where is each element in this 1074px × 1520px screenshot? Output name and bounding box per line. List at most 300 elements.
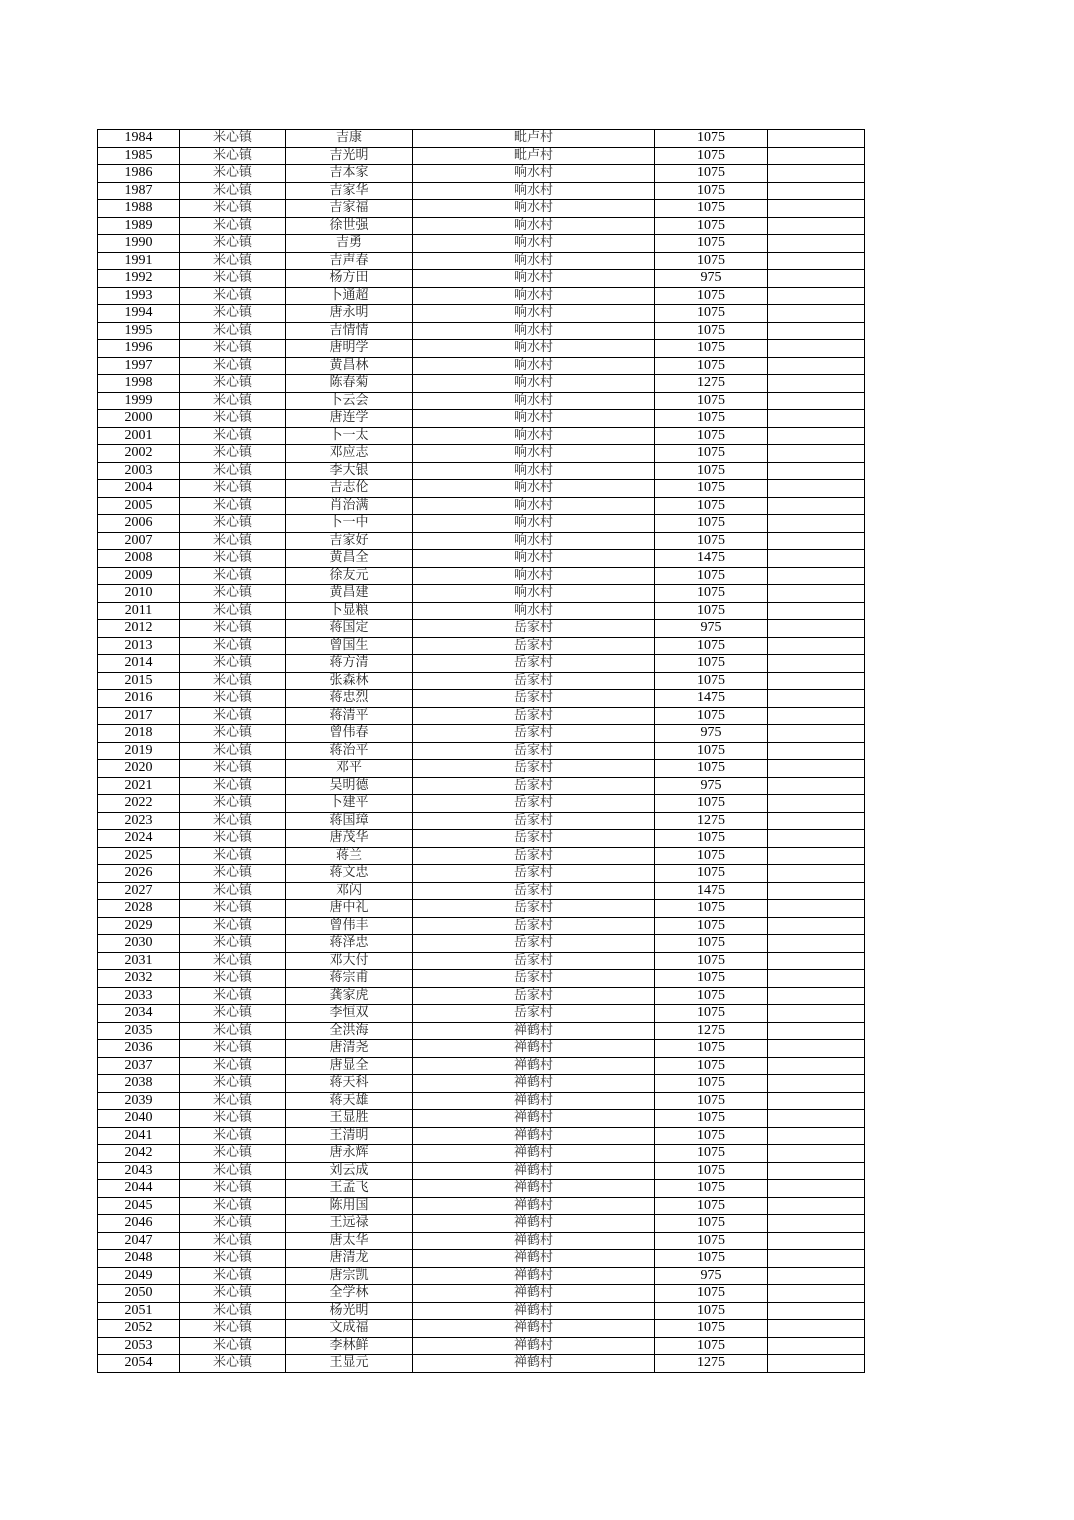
name-cell: 龚家虎 [286,987,413,1005]
village-cell: 岳家村 [413,690,655,708]
town-cell: 米心镇 [180,672,286,690]
row-number-cell: 2012 [98,620,180,638]
town-cell: 米心镇 [180,1337,286,1355]
row-number-cell: 2052 [98,1320,180,1338]
table-row [98,235,865,253]
town-cell: 米心镇 [180,1285,286,1303]
remark-cell [768,427,865,445]
amount-cell: 975 [655,1267,768,1285]
town-cell: 米心镇 [180,375,286,393]
village-cell: 禅鹤村 [413,1180,655,1198]
name-cell: 蒋宗甫 [286,970,413,988]
village-cell: 响水村 [413,480,655,498]
row-number-cell: 2045 [98,1197,180,1215]
remark-cell [768,970,865,988]
village-cell: 岳家村 [413,900,655,918]
amount-cell: 1075 [655,217,768,235]
amount-cell: 1075 [655,795,768,813]
amount-cell: 1075 [655,1302,768,1320]
village-cell: 响水村 [413,322,655,340]
remark-cell [768,497,865,515]
town-cell: 米心镇 [180,795,286,813]
name-cell: 徐友元 [286,567,413,585]
table-row [98,777,865,795]
name-cell: 王清明 [286,1127,413,1145]
row-number-cell: 2006 [98,515,180,533]
remark-cell [768,270,865,288]
village-cell: 禅鹤村 [413,1197,655,1215]
village-cell: 禅鹤村 [413,1285,655,1303]
name-cell: 黄昌建 [286,585,413,603]
row-number-cell: 2053 [98,1337,180,1355]
row-number-cell: 2023 [98,812,180,830]
village-cell: 响水村 [413,287,655,305]
name-cell: 杨方田 [286,270,413,288]
town-cell: 米心镇 [180,1355,286,1373]
name-cell: 李大银 [286,462,413,480]
row-number-cell: 2000 [98,410,180,428]
table-row [98,392,865,410]
remark-cell [768,147,865,165]
village-cell: 响水村 [413,515,655,533]
remark-cell [768,882,865,900]
name-cell: 唐永明 [286,305,413,323]
town-cell: 米心镇 [180,1250,286,1268]
name-cell: 唐永辉 [286,1145,413,1163]
village-cell: 岳家村 [413,917,655,935]
amount-cell: 975 [655,777,768,795]
remark-cell [768,340,865,358]
table-row [98,287,865,305]
village-cell: 禅鹤村 [413,1215,655,1233]
amount-cell: 1275 [655,812,768,830]
row-number-cell: 2017 [98,707,180,725]
name-cell: 李林鲜 [286,1337,413,1355]
table-row [98,1355,865,1373]
row-number-cell: 2026 [98,865,180,883]
row-number-cell: 2042 [98,1145,180,1163]
remark-cell [768,1110,865,1128]
village-cell: 岳家村 [413,847,655,865]
amount-cell: 1075 [655,165,768,183]
row-number-cell: 2020 [98,760,180,778]
town-cell: 米心镇 [180,305,286,323]
village-cell: 响水村 [413,550,655,568]
name-cell: 黄昌全 [286,550,413,568]
name-cell: 邓大付 [286,952,413,970]
village-cell: 响水村 [413,585,655,603]
town-cell: 米心镇 [180,1145,286,1163]
table-row [98,620,865,638]
village-cell: 响水村 [413,532,655,550]
row-number-cell: 2009 [98,567,180,585]
name-cell: 刘云成 [286,1162,413,1180]
town-cell: 米心镇 [180,900,286,918]
town-cell: 米心镇 [180,1127,286,1145]
town-cell: 米心镇 [180,935,286,953]
remark-cell [768,725,865,743]
village-cell: 禅鹤村 [413,1337,655,1355]
amount-cell: 1075 [655,1162,768,1180]
town-cell: 米心镇 [180,987,286,1005]
town-cell: 米心镇 [180,847,286,865]
table-row [98,305,865,323]
table-row [98,655,865,673]
name-cell: 吉声春 [286,252,413,270]
town-cell: 米心镇 [180,287,286,305]
name-cell: 邓闪 [286,882,413,900]
remark-cell [768,1180,865,1198]
town-cell: 米心镇 [180,970,286,988]
town-cell: 米心镇 [180,760,286,778]
table-row [98,1057,865,1075]
village-cell: 禅鹤村 [413,1250,655,1268]
village-cell: 响水村 [413,165,655,183]
remark-cell [768,1127,865,1145]
amount-cell: 1075 [655,322,768,340]
table-row [98,1337,865,1355]
table-row [98,550,865,568]
town-cell: 米心镇 [180,182,286,200]
amount-cell: 1075 [655,305,768,323]
remark-cell [768,462,865,480]
table-row [98,1197,865,1215]
remark-cell [768,847,865,865]
row-number-cell: 1991 [98,252,180,270]
remark-cell [768,392,865,410]
remark-cell [768,1320,865,1338]
town-cell: 米心镇 [180,585,286,603]
village-cell: 响水村 [413,305,655,323]
name-cell: 卜通超 [286,287,413,305]
row-number-cell: 1985 [98,147,180,165]
village-cell: 禅鹤村 [413,1057,655,1075]
row-number-cell: 2033 [98,987,180,1005]
row-number-cell: 2014 [98,655,180,673]
town-cell: 米心镇 [180,392,286,410]
name-cell: 唐宗凯 [286,1267,413,1285]
town-cell: 米心镇 [180,1022,286,1040]
town-cell: 米心镇 [180,1075,286,1093]
table-row [98,252,865,270]
row-number-cell: 2048 [98,1250,180,1268]
remark-cell [768,1162,865,1180]
town-cell: 米心镇 [180,1005,286,1023]
village-cell: 响水村 [413,445,655,463]
table-row [98,340,865,358]
amount-cell: 1275 [655,1355,768,1373]
name-cell: 李恒双 [286,1005,413,1023]
amount-cell: 1075 [655,427,768,445]
table-row [98,532,865,550]
data-table [97,129,865,1373]
town-cell: 米心镇 [180,1320,286,1338]
table-row [98,585,865,603]
village-cell: 禅鹤村 [413,1092,655,1110]
town-cell: 米心镇 [180,200,286,218]
village-cell: 响水村 [413,602,655,620]
town-cell: 米心镇 [180,1092,286,1110]
table-row [98,1162,865,1180]
remark-cell [768,1092,865,1110]
name-cell: 唐清尧 [286,1040,413,1058]
name-cell: 吴明德 [286,777,413,795]
table-row [98,1040,865,1058]
name-cell: 卜建平 [286,795,413,813]
row-number-cell: 2008 [98,550,180,568]
name-cell: 王孟飞 [286,1180,413,1198]
row-number-cell: 2013 [98,637,180,655]
name-cell: 张森林 [286,672,413,690]
remark-cell [768,480,865,498]
remark-cell [768,707,865,725]
name-cell: 吉情情 [286,322,413,340]
village-cell: 禅鹤村 [413,1110,655,1128]
table-row [98,480,865,498]
row-number-cell: 2051 [98,1302,180,1320]
town-cell: 米心镇 [180,1302,286,1320]
remark-cell [768,287,865,305]
table-row [98,1110,865,1128]
village-cell: 岳家村 [413,812,655,830]
amount-cell: 1075 [655,637,768,655]
name-cell: 肖治满 [286,497,413,515]
village-cell: 岳家村 [413,935,655,953]
town-cell: 米心镇 [180,1180,286,1198]
town-cell: 米心镇 [180,690,286,708]
table-row [98,812,865,830]
amount-cell: 1475 [655,550,768,568]
remark-cell [768,235,865,253]
row-number-cell: 1999 [98,392,180,410]
name-cell: 黄昌林 [286,357,413,375]
table-row [98,935,865,953]
table-row [98,147,865,165]
table-row [98,1267,865,1285]
village-cell: 响水村 [413,375,655,393]
amount-cell: 1075 [655,1232,768,1250]
name-cell: 蒋兰 [286,847,413,865]
town-cell: 米心镇 [180,1197,286,1215]
village-cell: 岳家村 [413,672,655,690]
village-cell: 响水村 [413,357,655,375]
amount-cell: 1075 [655,987,768,1005]
amount-cell: 1075 [655,760,768,778]
name-cell: 全学林 [286,1285,413,1303]
row-number-cell: 2040 [98,1110,180,1128]
name-cell: 曾伟丰 [286,917,413,935]
village-cell: 响水村 [413,462,655,480]
row-number-cell: 2029 [98,917,180,935]
row-number-cell: 1992 [98,270,180,288]
name-cell: 唐连学 [286,410,413,428]
table-row [98,952,865,970]
amount-cell: 1075 [655,1075,768,1093]
town-cell: 米心镇 [180,777,286,795]
remark-cell [768,322,865,340]
remark-cell [768,760,865,778]
amount-cell: 1075 [655,1127,768,1145]
village-cell: 响水村 [413,270,655,288]
table-row [98,1320,865,1338]
remark-cell [768,777,865,795]
amount-cell: 975 [655,725,768,743]
name-cell: 蒋天雄 [286,1092,413,1110]
name-cell: 卜显粮 [286,602,413,620]
name-cell: 陈用国 [286,1197,413,1215]
remark-cell [768,375,865,393]
village-cell: 禅鹤村 [413,1320,655,1338]
town-cell: 米心镇 [180,620,286,638]
name-cell: 吉康 [286,130,413,148]
remark-cell [768,305,865,323]
remark-cell [768,1005,865,1023]
row-number-cell: 1984 [98,130,180,148]
table-row [98,690,865,708]
town-cell: 米心镇 [180,270,286,288]
amount-cell: 1075 [655,847,768,865]
village-cell: 禅鹤村 [413,1162,655,1180]
table-row [98,1092,865,1110]
village-cell: 岳家村 [413,987,655,1005]
town-cell: 米心镇 [180,1110,286,1128]
table-row [98,567,865,585]
town-cell: 米心镇 [180,235,286,253]
village-cell: 响水村 [413,235,655,253]
remark-cell [768,987,865,1005]
remark-cell [768,1197,865,1215]
town-cell: 米心镇 [180,812,286,830]
row-number-cell: 2044 [98,1180,180,1198]
remark-cell [768,637,865,655]
amount-cell: 1075 [655,1180,768,1198]
village-cell: 响水村 [413,392,655,410]
row-number-cell: 2001 [98,427,180,445]
table-row [98,1145,865,1163]
village-cell: 禅鹤村 [413,1232,655,1250]
row-number-cell: 2021 [98,777,180,795]
row-number-cell: 2036 [98,1040,180,1058]
remark-cell [768,620,865,638]
village-cell: 毗卢村 [413,130,655,148]
amount-cell: 1075 [655,147,768,165]
town-cell: 米心镇 [180,427,286,445]
row-number-cell: 2030 [98,935,180,953]
row-number-cell: 2003 [98,462,180,480]
village-cell: 岳家村 [413,760,655,778]
remark-cell [768,655,865,673]
name-cell: 蒋国璋 [286,812,413,830]
row-number-cell: 2054 [98,1355,180,1373]
row-number-cell: 2022 [98,795,180,813]
table-row [98,427,865,445]
village-cell: 岳家村 [413,725,655,743]
remark-cell [768,585,865,603]
table-row [98,1302,865,1320]
remark-cell [768,550,865,568]
amount-cell: 1075 [655,1040,768,1058]
table-row [98,357,865,375]
table-row [98,865,865,883]
table-row [98,1127,865,1145]
village-cell: 响水村 [413,567,655,585]
name-cell: 唐中礼 [286,900,413,918]
amount-cell: 1075 [655,1320,768,1338]
town-cell: 米心镇 [180,865,286,883]
row-number-cell: 2043 [98,1162,180,1180]
village-cell: 岳家村 [413,952,655,970]
name-cell: 吉家福 [286,200,413,218]
remark-cell [768,1355,865,1373]
name-cell: 蒋天科 [286,1075,413,1093]
row-number-cell: 2007 [98,532,180,550]
remark-cell [768,217,865,235]
table-row [98,165,865,183]
town-cell: 米心镇 [180,1267,286,1285]
row-number-cell: 2034 [98,1005,180,1023]
row-number-cell: 2011 [98,602,180,620]
name-cell: 蒋泽忠 [286,935,413,953]
remark-cell [768,130,865,148]
row-number-cell: 1998 [98,375,180,393]
row-number-cell: 1989 [98,217,180,235]
town-cell: 米心镇 [180,340,286,358]
row-number-cell: 1995 [98,322,180,340]
amount-cell: 1075 [655,935,768,953]
name-cell: 蒋治平 [286,742,413,760]
village-cell: 禅鹤村 [413,1040,655,1058]
table-row [98,1022,865,1040]
remark-cell [768,1057,865,1075]
name-cell: 徐世强 [286,217,413,235]
name-cell: 蒋忠烈 [286,690,413,708]
row-number-cell: 1996 [98,340,180,358]
town-cell: 米心镇 [180,252,286,270]
table-row [98,445,865,463]
row-number-cell: 2016 [98,690,180,708]
row-number-cell: 2035 [98,1022,180,1040]
amount-cell: 1075 [655,952,768,970]
table-row [98,270,865,288]
name-cell: 吉志伦 [286,480,413,498]
table-row [98,322,865,340]
remark-cell [768,830,865,848]
amount-cell: 1075 [655,392,768,410]
village-cell: 岳家村 [413,830,655,848]
row-number-cell: 2041 [98,1127,180,1145]
amount-cell: 1275 [655,375,768,393]
table-row [98,200,865,218]
town-cell: 米心镇 [180,217,286,235]
village-cell: 响水村 [413,252,655,270]
village-cell: 禅鹤村 [413,1022,655,1040]
name-cell: 唐太华 [286,1232,413,1250]
town-cell: 米心镇 [180,462,286,480]
town-cell: 米心镇 [180,567,286,585]
village-cell: 岳家村 [413,707,655,725]
amount-cell: 1475 [655,882,768,900]
remark-cell [768,1215,865,1233]
name-cell: 卜云会 [286,392,413,410]
village-cell: 响水村 [413,217,655,235]
town-cell: 米心镇 [180,952,286,970]
amount-cell: 1075 [655,1005,768,1023]
amount-cell: 1075 [655,1337,768,1355]
village-cell: 岳家村 [413,970,655,988]
name-cell: 吉本家 [286,165,413,183]
village-cell: 禅鹤村 [413,1355,655,1373]
town-cell: 米心镇 [180,917,286,935]
